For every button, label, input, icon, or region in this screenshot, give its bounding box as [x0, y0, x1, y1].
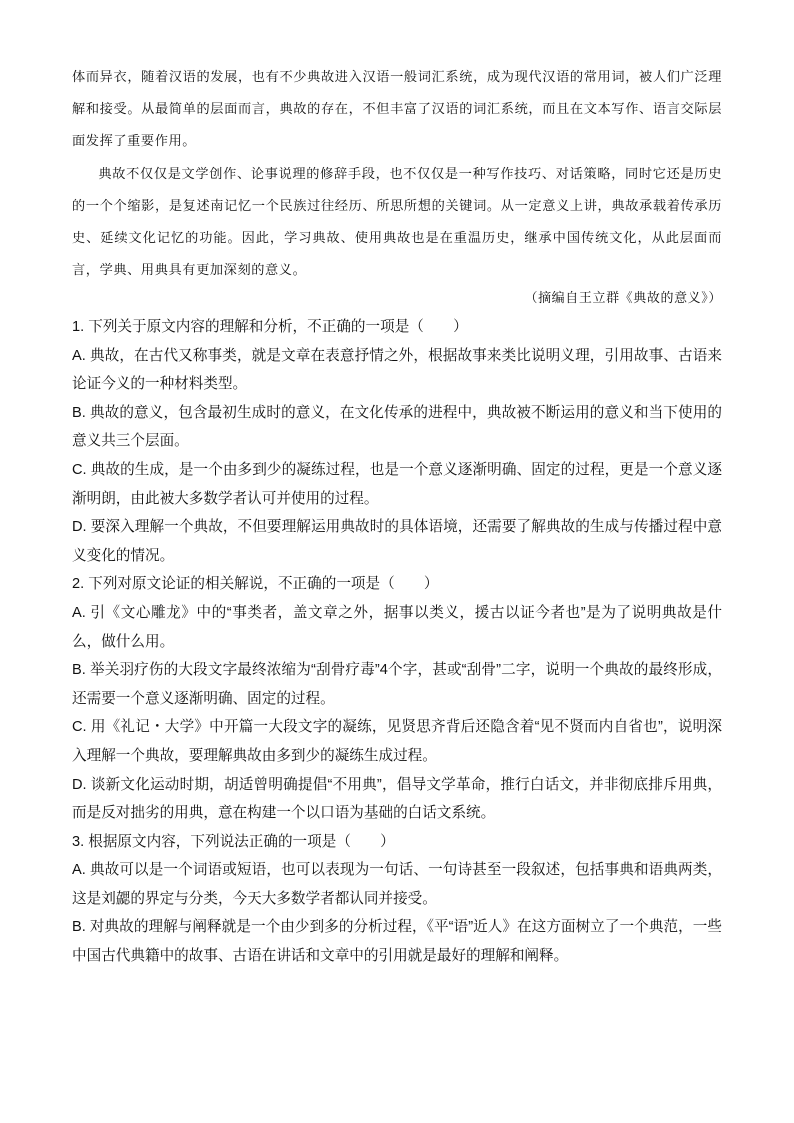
question-1-option-d: D. 要深入理解一个典故，不但要理解运用典故时的具体语境，还需要了解典故的生成与传播过程中意义变化的情况。 [72, 519, 722, 564]
question-1-stem: 1. 下列关于原文内容的理解和分析，不正确的一项是（ ） [72, 319, 468, 335]
question-2-option-c: C. 用《礼记・大学》中开篇一大段文字的凝练，见贤思齐背后还隐含着“见不贤而内自省也”，说明深入理解一个典故，要理解典故由多到少的凝练生成过程。 [72, 719, 722, 764]
passage-source: （摘编自王立群《典故的意义》） [524, 291, 722, 306]
question-list [72, 313, 722, 971]
question-3-option-a: A. 典故可以是一个词语或短语，也可以表现为一句话、一句诗甚至一段叙述，包括事典和语典两类，这是刘勰的界定与分类，今天大多数学者都认同并接受。 [72, 862, 722, 907]
passage-text-2: 典故不仅仅是文学创作、论事说理的修辞手段，也不仅仅是一种写作技巧、对话策略，同时它还是历史的一个个缩影，是复述南记忆一个民族过往经历、所思所想的关键词。从一定意义上讲，典故承载着传承历史、延续文化记忆的功能。因此，学习典故、使用典故也是在重温历史，继承中国传统文化，从此层面而言，学典、用典具有更加深刻的意义。 [72, 167, 722, 278]
passage-text-1: 体而异衣，随着汉语的发展，也有不少典故进入汉语一般词汇系统，成为现代汉语的常用词，被人们广泛理解和接受。从最简单的层面而言，典故的存在，不但丰富了汉语的词汇系统，而且在文本写作、语言交际层面发挥了重要作用。 [72, 70, 722, 149]
question-1-option-c: C. 典故的生成，是一个由多到少的凝练过程，也是一个意义逐渐明确、固定的过程，更是一个意义逐渐明朗，由此被大多数学者认可并使用的过程。 [72, 461, 722, 507]
question-2-option-a: A. 引《文心雕龙》中的“事类者，盖文章之外，据事以类义，援古以证今者也”是为了说明典故是什么，做什么用。 [72, 604, 722, 650]
question-3-option-b: B. 对典故的理解与阐释就是一个由少到多的分析过程，《平“语”近人》在这方面树立了一个典范，一些中国古代典籍中的故事、古语在讲话和文章中的引用就是最好的理解和阐释。 [72, 919, 722, 965]
question-2-stem: 2. 下列对原文论证的相关解说，不正确的一项是（ ） [72, 576, 439, 593]
question-1-option-a: A. 典故，在古代又称事类，就是文章在表意抒情之外，根据故事来类比说明义理，引用故事、古语来论证今义的一种材料类型。 [72, 347, 722, 393]
question-3-stem: 3. 根据原文内容，下列说法正确的一项是（ ） [72, 833, 395, 850]
question-2-option-d: D. 谈新文化运动时期，胡适曾明确提倡“不用典”，倡导文学革命，推行白话文，并非彻底排斥用典，而是反对拙劣的用典，意在构建一个以口语为基础的白话文系统。 [72, 776, 722, 822]
passage-paragraph-2 [72, 159, 722, 287]
passage-paragraph-1 [72, 62, 722, 158]
question-2-option-b: B. 举关羽疗伤的大段文字最终浓缩为“刮骨疗毒”4个字，甚或“刮骨”二字，说明一个典故的最终形成，还需要一个意义逐渐明确、固定的过程。 [72, 662, 722, 707]
question-1-option-b: B. 典故的意义，包含最初生成时的意义，在文化传承的进程中，典故被不断运用的意义和当下使用的意义共三个层面。 [72, 404, 722, 450]
